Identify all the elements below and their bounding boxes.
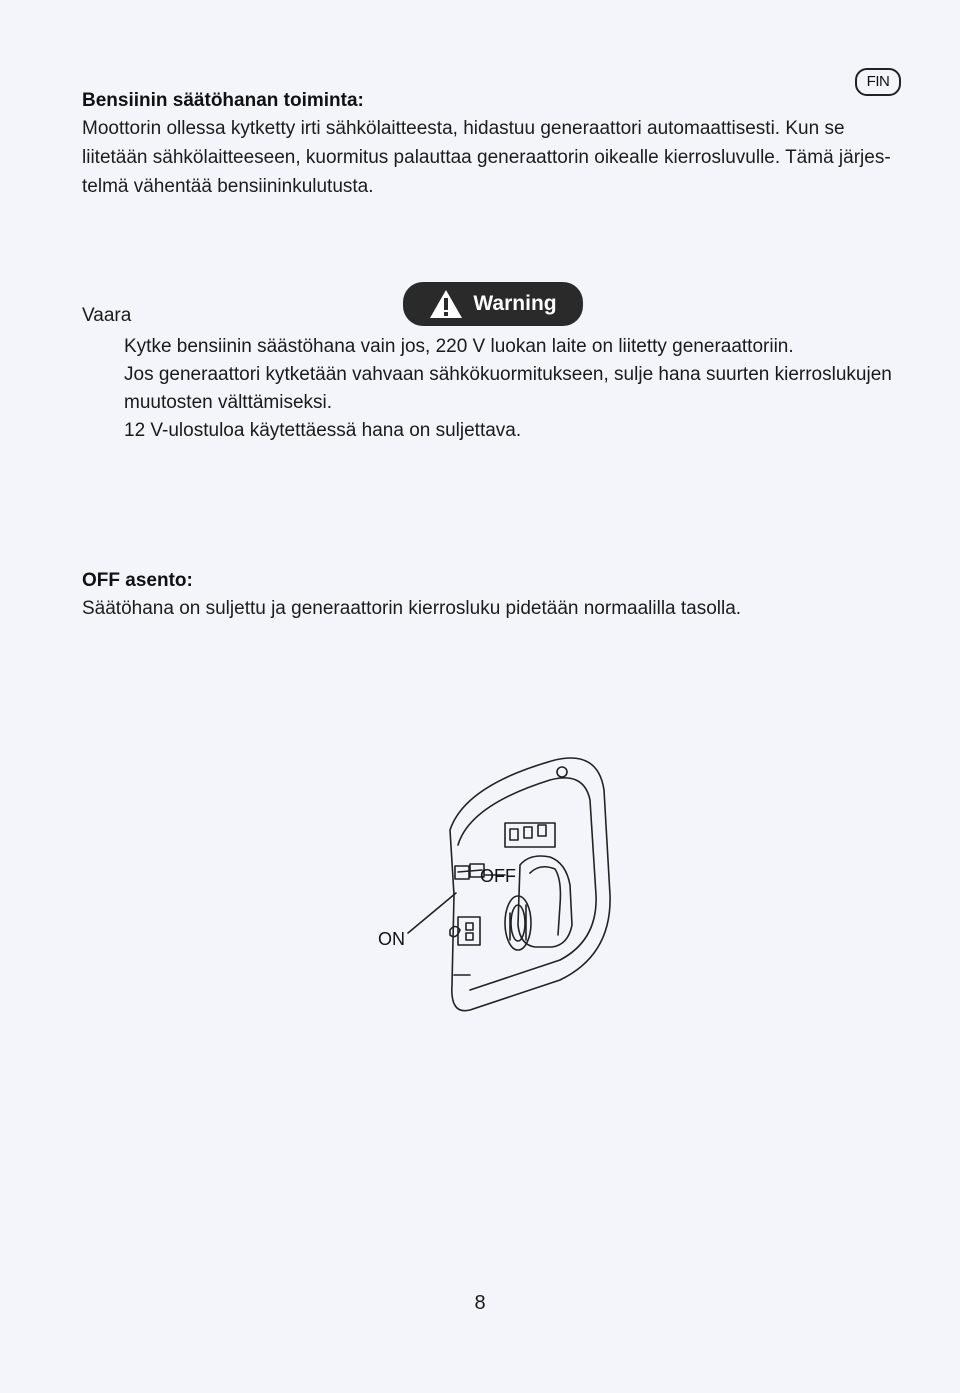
on-pointer-line [408,893,456,933]
fuel-valve-illustration [370,745,630,1040]
warning-line: Jos generaattori kytketään vahvaan sähkökuormitukseen, sulje hana suurten kierroslukujen [124,364,892,385]
section-heading-fuel-saver: Bensiinin säätöhanan toiminta: [82,90,364,111]
panel-screw [557,767,567,777]
warning-line: Kytke bensiinin säästöhana vain jos, 220 V luokan laite on liitetty generaattoriin. [124,336,794,357]
panel-outline [450,758,610,1011]
label-on: ON [378,929,405,949]
warning-line: 12 V-ulostuloa käytettäessä hana on suljettava. [124,420,522,441]
paragraph-line: telmä vähentää bensiininkulutusta. [82,176,374,197]
warning-triangle-icon [429,289,463,319]
warning-text [124,333,914,445]
connector-pin [510,829,518,840]
warning-line: muutosten välttämiseksi. [124,392,333,413]
section-heading-off-position: OFF asento: [82,570,193,591]
paragraph-line: Moottorin ollessa kytketty irti sähkölaitteesta, hidastuu generaattori automaattisesti. Kun se [82,118,845,139]
off-position-description: Säätöhana on suljettu ja generaattorin kierrosluku pidetään normaalilla tasolla. [82,598,742,619]
paragraph-line: liitetään sähkölaitteeseen, kuormitus palauttaa generaattorin oikealle kierrosluvulle. Tämä järjes- [82,147,891,168]
warning-badge-label: Warning [473,292,557,315]
panel-inner-outline [458,778,596,990]
warning-title: Vaara [82,305,132,326]
label-off: OFF [480,866,516,886]
warning-badge [403,282,583,326]
connector-pin [524,827,532,838]
connector-pin [538,825,546,836]
switch-box [455,866,469,879]
page-number: 8 [474,1292,486,1314]
fuel-saver-description [82,114,912,201]
language-badge: FIN [855,68,901,96]
